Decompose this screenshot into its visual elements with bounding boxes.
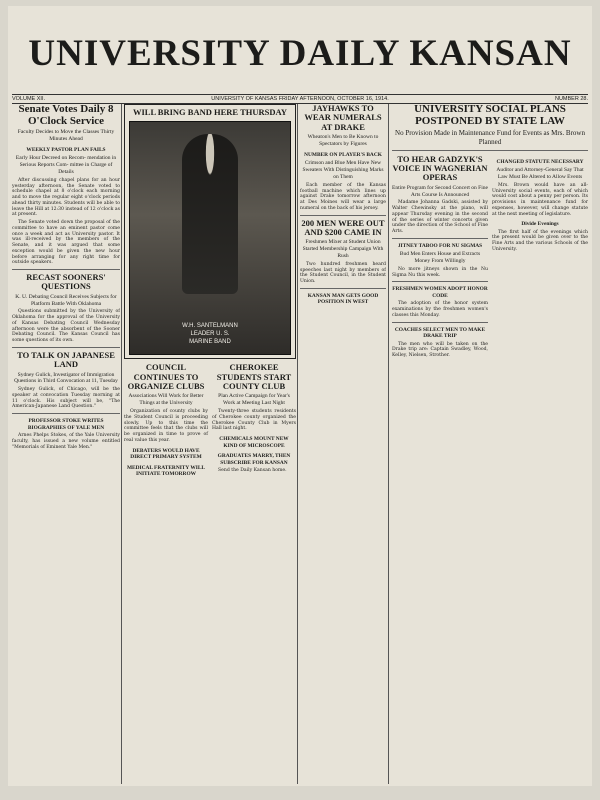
subcolumn-left: [124, 363, 208, 479]
caption-line: MARINE BAND: [189, 338, 231, 345]
dateline: [12, 94, 588, 104]
deck: Auditor and Attorney-General Say That Law Must Be Altered to Allow Events: [496, 167, 584, 180]
article-text: Questions submitted by the University of Oklahoma for the approval of the University of Kansas Debating Council Wednesday afternoon were the absorbent of the Sooner Debating Council. The Kansas Council has some questions of its own.: [12, 309, 120, 344]
headline: TO TALK ON JAPANESE LAND: [17, 349, 115, 370]
headline: CHEMICALS MOUNT NEW KIND OF MICROSCOPE: [219, 436, 289, 449]
article-text: Send the Daily Kansan home.: [218, 468, 287, 473]
headline: UNIVERSITY SOCIAL PLANS POSTPONED BY STATE LAW: [414, 104, 566, 127]
article-text: Two hundred freshmen heard speeches last night by members of the Student Council, in the Student Union.: [300, 261, 386, 285]
headline: COUNCIL CONTINUES TO ORGANIZE CLUBS: [127, 362, 205, 392]
newspaper-page: [8, 6, 592, 786]
headline: KANSAN MAN GETS GOOD POSITION IN WEST: [307, 292, 379, 306]
subcolumn-right: [492, 155, 588, 361]
deck: Associations Will Work for Better Things at the University: [128, 393, 204, 407]
article-text: Sydney Gulick, of Chicago, will be the speaker at convocation Tuesday morning at 11 o'clock. His subject will be, "The American-Japanese Land Question.": [12, 387, 120, 410]
article-text: Organization of county clubs by the Student Council is proceeding slowly. Up to this time the committee feels that the clubs will be organized in time to prove of real value this year.: [124, 409, 208, 443]
article-text: Twenty-three students residents of Cherokee county organized the Cherokee County Club in Myers Hall last night.: [212, 409, 296, 432]
column-2-subcolumns: [124, 363, 296, 479]
article-text: Each member of the Kansas football machine which lines up against Drake tomorrow afternoon at Des Moines will wear a large numeral on the back of his jersey.: [300, 182, 386, 211]
subcolumn-right: [212, 363, 296, 479]
article-text: After discussing chapel plans for an hour yesterday afternoon, the Senate voted to schedule chapel at 8 o'clock each morning and to move the regular eight o'clock periods ahead thirty minutes. Students will be able to leave the Hill at 12:30 instead of 12 o'clock as at present.: [12, 177, 120, 218]
kicker: NUMBER ON PLAYER'S BACK: [304, 151, 382, 158]
deck: Crimson and Blue Men Have New Sweaters With Distinguishing Marks on Them: [302, 160, 384, 181]
divider: [300, 215, 386, 216]
caption-line: W.H. SANTELMANN: [182, 322, 238, 329]
divider: [392, 281, 488, 282]
caption-line: LEADER U. S.: [190, 330, 230, 337]
headline: MEDICAL FRATERNITY WILL INITIATE TOMORROW: [126, 464, 206, 477]
column-rule: [388, 104, 389, 784]
headline: RECAST SOONERS' QUESTIONS: [26, 271, 106, 292]
column-2: [124, 104, 296, 784]
column-4-subcolumns: [392, 155, 588, 361]
deck: Sydney Gulick, Investigator of Immigration Questions in Third Convocation at 11, Tuesday: [14, 371, 118, 385]
article-text: The first half of the evenings which the present would be given over to the Fine Arts and the various Schools of the University.: [492, 229, 588, 252]
headline: DEBATERS WOULD HAVE DIRECT PRIMARY SYSTEM: [130, 447, 202, 461]
article-text: The adoption of the honor system examinations by the freshmen women's classes this Monday.: [392, 301, 488, 318]
deck: Freshmen Mixer at Student Union Started Membership Campaign With Rush: [302, 239, 384, 259]
article-text: No more jitneys shown in the Nu Sigma Nu this week.: [392, 267, 488, 278]
headline: PROFESSOR STOKE WRITES BIOGRAPHIES OF YALE MEN: [27, 418, 105, 431]
photo-box: [124, 104, 296, 359]
subheadline: No Provision Made in Maintenance Fund for Events as Mrs. Brown Planned: [395, 129, 585, 146]
divider: [300, 288, 386, 289]
subcolumn-left: [392, 155, 488, 361]
kicker: CHANGED STATUTE NECESSARY: [496, 158, 584, 165]
photo-caption: [130, 323, 290, 346]
divider: [392, 238, 488, 239]
headline: JAYHAWKS TO WEAR NUMERALS AT DRAKE: [304, 104, 382, 132]
divider: [392, 322, 488, 323]
headline: FRESHMEN WOMEN ADOPT HONOR CODE: [392, 286, 488, 299]
kicker: WEEKLY PASTOR PLAN FAILS: [26, 146, 106, 153]
headline: JITNEY TABOO FOR NU SIGMAS: [397, 242, 483, 249]
bandleader-photo: [129, 121, 291, 355]
headline: 200 MEN WERE OUT AND $200 CAME IN: [301, 217, 385, 237]
headline: Divide Evenings: [521, 221, 559, 228]
column-3: [300, 104, 386, 784]
headline: TO HEAR GADZYK'S VOICE IN WAGNERIAN OPERAS: [392, 153, 488, 183]
deck: K. U. Debating Council Receives Subjects for Platform Battle With Oklahoma: [15, 293, 117, 307]
divider: [12, 413, 120, 414]
deck: Wheaton's Men to Be Known to Spectators by Figures: [307, 134, 379, 147]
headline: COACHES SELECT MEN TO MAKE DRAKE TRIP: [394, 326, 486, 340]
divider: [12, 347, 120, 348]
article-text: The men who will be taken on the Drake trip are: Captain Swadley, Wood, Kelley, Nielsen, Strother.: [392, 341, 488, 359]
column-4: [392, 104, 588, 784]
article-text: Mrs. Brown would have an all-University social events, each of which would cost about a penny per person. Its provisions in maintenance fund for expenses, however, will change statute at the next meeting of legislature.: [492, 182, 588, 217]
headline: Senate Votes Daily 8 O'Clock Service: [18, 104, 114, 127]
date: UNIVERSITY OF KANSAS FRIDAY AFTERNOON, OCTOBER 16, 1914.: [211, 96, 389, 102]
deck: Entire Program for Second Concert on Fine Arts Course Is Announced: [392, 184, 488, 198]
deck: Plan Active Campaign for Year's Work at Meeting Last Night: [218, 393, 290, 407]
issue-number: NUMBER 28.: [554, 96, 588, 102]
column-rule: [121, 104, 122, 784]
masthead: UNIVERSITY DAILY KANSAN: [28, 33, 572, 74]
divider: [12, 269, 120, 270]
column-rule: [297, 104, 298, 784]
headline: WILL BRING BAND HERE THURSDAY: [133, 107, 287, 117]
article-text: The Senate voted down the proposal of the committee to have an eminent pastor come once a week and act as University pastor. It was ill-received by the members of the Senate, and it was argued that some exception would be given the new hour before arranging for any right time for outside speakers.: [12, 220, 120, 266]
article-text: Arnes Phelps Stokes, of the Yale University faculty, has issued a new volume entitled "Memorials of Eminent Yale Men.": [12, 433, 120, 450]
column-1: [12, 104, 120, 784]
divider: [392, 150, 588, 151]
headline: CHEROKEE STUDENTS START COUNTY CLUB: [216, 362, 292, 392]
deck: Early Hour Decreed on Recom- mendation in Serious Reports Com- mittee in Charge of Details: [15, 155, 117, 176]
deck: Bud Men Enters House and Extracts Money From Willingly: [399, 251, 481, 265]
subheadline: Faculty Decides to Move the Classes Thirty Minutes Ahead: [17, 129, 115, 142]
bandleader-figure: [182, 134, 238, 294]
article-text: Madame Johanna Gadski, assisted by Walter Chewinsky at the piano, will appear Thursday evening in the second of the series of winter concerts given under the direction of the School of Fine Arts.: [392, 200, 488, 235]
volume: VOLUME XII.: [12, 96, 46, 102]
headline: GRADUATES MARRY, THEN SUBSCRIBE FOR KANSAN: [217, 453, 291, 466]
